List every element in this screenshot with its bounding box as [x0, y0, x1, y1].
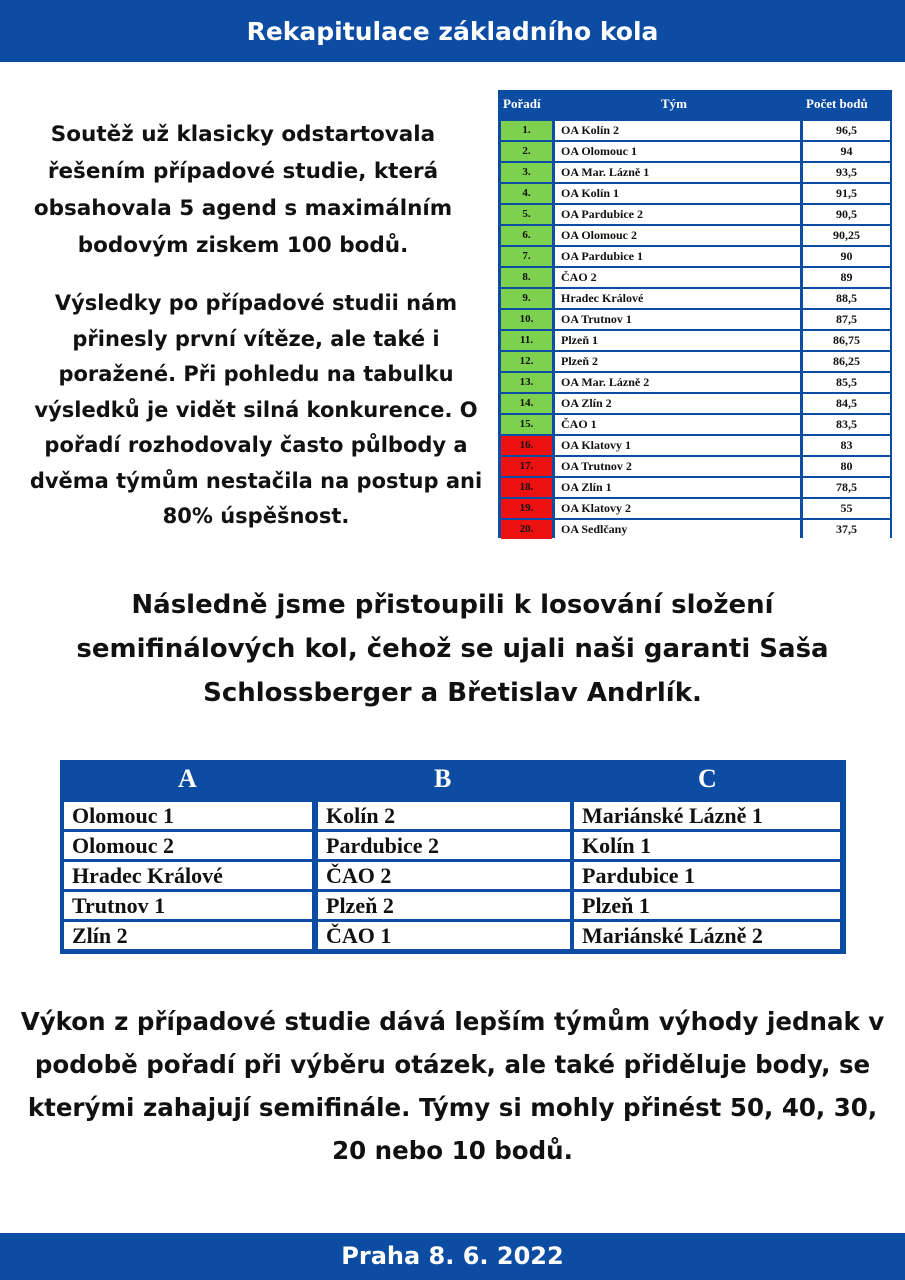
ranking-position: 7. — [501, 247, 552, 266]
ranking-position: 5. — [501, 205, 552, 224]
ranking-points: 85,5 — [803, 373, 890, 392]
ranking-team: OA Kolín 2 — [555, 121, 800, 140]
footer-bar — [0, 1233, 905, 1280]
ranking-position: 20. — [501, 520, 552, 539]
ranking-points: 84,5 — [803, 394, 890, 413]
group-team: Trutnov 1 — [64, 892, 312, 919]
ranking-team: OA Mar. Lázně 1 — [555, 163, 800, 182]
ranking-position: 16. — [501, 436, 552, 455]
ranking-team: Hradec Králové — [555, 289, 800, 308]
group-team: ČAO 2 — [318, 862, 570, 889]
group-team: Olomouc 1 — [64, 802, 312, 829]
group-team: Kolín 1 — [574, 832, 840, 859]
ranking-position: 15. — [501, 415, 552, 434]
group-team: Pardubice 2 — [318, 832, 570, 859]
ranking-team: OA Olomouc 1 — [555, 142, 800, 161]
page-title: Rekapitulace základního kola — [246, 17, 659, 46]
ranking-points: 91,5 — [803, 184, 890, 203]
ranking-points: 55 — [803, 499, 890, 518]
closing-paragraph: Výkon z případové studie dává lepším týmům výhody jednak v podobě pořadí při výběru otázek, ale také přiděluje body, se kterými zahajují semifinále. Týmy si mohly přinést 50, 40, 30, 20 nebo 10 bodů. — [20, 1007, 885, 1165]
ranking-position: 19. — [501, 499, 552, 518]
ranking-team: OA Mar. Lázně 2 — [555, 373, 800, 392]
ranking-team: Plzeň 2 — [555, 352, 800, 371]
draw-paragraph: Následně jsme přistoupili k losování složení semifinálových kol, čehož se ujali naši garanti Saša Schlossberger a Břetislav Andrlík. — [76, 590, 829, 708]
ranking-points: 86,25 — [803, 352, 890, 371]
ranking-position: 2. — [501, 142, 552, 161]
ranking-header-team: Tým — [661, 96, 687, 111]
ranking-points: 96,5 — [803, 121, 890, 140]
ranking-team: OA Pardubice 2 — [555, 205, 800, 224]
ranking-points: 88,5 — [803, 289, 890, 308]
group-header-c: C — [698, 764, 717, 793]
footer-date: Praha 8. 6. 2022 — [341, 1242, 564, 1270]
ranking-header-position: Pořadí — [503, 96, 541, 111]
group-team: Kolín 2 — [318, 802, 570, 829]
group-team: ČAO 1 — [318, 922, 570, 949]
ranking-position: 4. — [501, 184, 552, 203]
ranking-team: OA Sedlčany — [555, 520, 800, 539]
ranking-team: OA Zlín 1 — [555, 478, 800, 497]
ranking-team: OA Kolín 1 — [555, 184, 800, 203]
ranking-position: 3. — [501, 163, 552, 182]
ranking-table-header — [498, 90, 892, 119]
intro-paragraph-2: Výsledky po případové studii nám přinesly první vítěze, ale také i poražené. Při pohledu na tabulku výsledků je vidět silná konkurence. O pořadí rozhodovaly často půlbody a dvěma týmům nestačila na postup ani 80% úspěšnost. — [29, 291, 483, 528]
ranking-team: ČAO 1 — [555, 415, 800, 434]
ranking-points: 90 — [803, 247, 890, 266]
ranking-points: 78,5 — [803, 478, 890, 497]
ranking-team: OA Klatovy 1 — [555, 436, 800, 455]
group-team: Olomouc 2 — [64, 832, 312, 859]
intro-paragraph-1: Soutěž už klasicky odstartovala řešením případové studie, která obsahovala 5 agend s maximálním bodovým ziskem 100 bodů. — [33, 122, 453, 258]
ranking-points: 87,5 — [803, 310, 890, 329]
ranking-position: 6. — [501, 226, 552, 245]
ranking-team: OA Olomouc 2 — [555, 226, 800, 245]
ranking-points: 86,75 — [803, 331, 890, 350]
group-team: Hradec Králové — [64, 862, 312, 889]
ranking-position: 9. — [501, 289, 552, 308]
ranking-table — [498, 90, 892, 538]
ranking-position: 1. — [501, 121, 552, 140]
ranking-team: ČAO 2 — [555, 268, 800, 287]
ranking-position: 17. — [501, 457, 552, 476]
group-team: Plzeň 2 — [318, 892, 570, 919]
ranking-points: 90,5 — [803, 205, 890, 224]
ranking-position: 10. — [501, 310, 552, 329]
ranking-team: OA Trutnov 2 — [555, 457, 800, 476]
ranking-team: OA Klatovy 2 — [555, 499, 800, 518]
ranking-points: 83 — [803, 436, 890, 455]
ranking-header-points: Počet bodů — [806, 96, 868, 111]
group-team: Mariánské Lázně 1 — [574, 802, 840, 829]
ranking-position: 8. — [501, 268, 552, 287]
ranking-points: 94 — [803, 142, 890, 161]
group-team: Mariánské Lázně 2 — [574, 922, 840, 949]
ranking-position: 18. — [501, 478, 552, 497]
ranking-points: 89 — [803, 268, 890, 287]
ranking-position: 12. — [501, 352, 552, 371]
group-header-b: B — [434, 764, 452, 793]
ranking-position: 11. — [501, 331, 552, 350]
header-bar — [0, 0, 905, 62]
group-header-a: A — [178, 764, 197, 793]
ranking-team: OA Pardubice 1 — [555, 247, 800, 266]
ranking-points: 37,5 — [803, 520, 890, 539]
group-team: Pardubice 1 — [574, 862, 840, 889]
ranking-points: 83,5 — [803, 415, 890, 434]
ranking-position: 14. — [501, 394, 552, 413]
ranking-team: OA Trutnov 1 — [555, 310, 800, 329]
group-team: Zlín 2 — [64, 922, 312, 949]
ranking-position: 13. — [501, 373, 552, 392]
group-team: Plzeň 1 — [574, 892, 840, 919]
ranking-points: 93,5 — [803, 163, 890, 182]
ranking-points: 80 — [803, 457, 890, 476]
groups-table — [60, 760, 846, 954]
ranking-team: Plzeň 1 — [555, 331, 800, 350]
ranking-points: 90,25 — [803, 226, 890, 245]
ranking-team: OA Zlín 2 — [555, 394, 800, 413]
